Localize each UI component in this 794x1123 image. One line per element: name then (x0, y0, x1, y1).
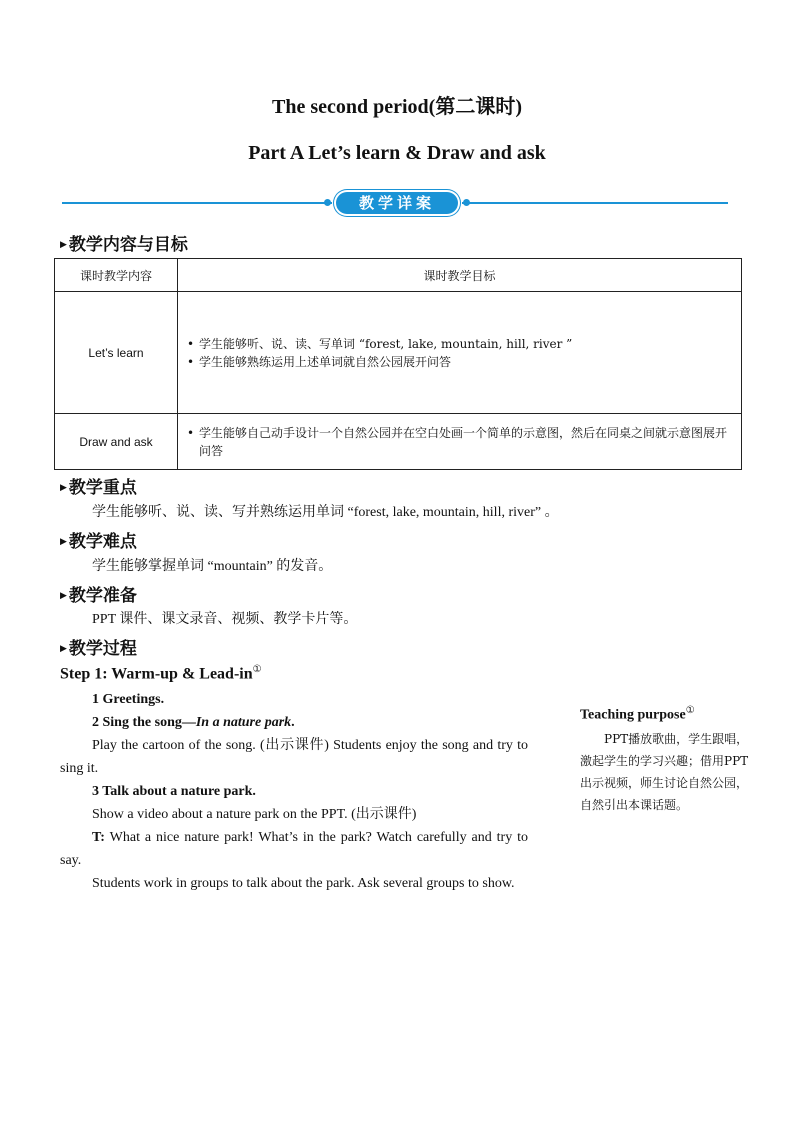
table-header-row (55, 259, 742, 292)
step-paragraph: Play the cartoon of the song. (出示课件) Students enjoy the song and try to sing it. (60, 738, 528, 776)
step-heading: Step 1: Warm-up & Lead-in① (60, 664, 262, 683)
goal-item: • 学生能够自己动手设计一个自然公园并在空白处画一个简单的示意图，然后在同桌之间就示意图展开问答 (187, 424, 732, 460)
key-points-text: 学生能够听、说、读、写并熟练运用单词 “forest, lake, mountain, hill, river” 。 (92, 505, 559, 520)
page-title: The second period(第二课时) (272, 96, 522, 118)
goal-item: • 学生能够熟练运用上述单词就自然公园展开问答 (187, 353, 740, 371)
footnote-marker: ① (252, 664, 262, 675)
goal-item: • 学生能够听、说、读、写单词 “forest, lake, mountain, hill, river ” (187, 335, 740, 353)
table-header-content: 课时教学内容 (55, 259, 178, 292)
section-heading-preparation: ▶ 教学准备 (60, 586, 137, 606)
step-paragraph-teacher: T: What a nice nature park! What’s in the park? Watch carefully and try to say. (60, 830, 528, 868)
song-name: In a nature park (195, 715, 292, 730)
difficulties-text: 学生能够掌握单词 “mountain” 的发音。 (92, 559, 333, 574)
banner-label: 教学详案 (358, 194, 435, 212)
table-row (55, 292, 742, 414)
step-body (60, 688, 528, 895)
table-cell-goals (178, 414, 742, 470)
step-item-sing: 2 Sing the song—In a nature park. (92, 715, 295, 730)
teaching-purpose-text: PPT播放歌曲，学生跟唱，激起学生的学习兴趣；借用PPT出示视频，师生讨论自然公园，自然引出本课话题。 (580, 731, 749, 812)
objectives-table (54, 258, 742, 470)
table-row (55, 414, 742, 470)
banner-line-left (62, 202, 332, 204)
section-banner (328, 190, 466, 216)
step-item-greetings: 1 Greetings. (92, 692, 165, 707)
teacher-label: T: (92, 830, 105, 845)
triangle-bullet-icon: ▶ (60, 644, 67, 654)
table-cell-content: Draw and ask (55, 414, 178, 470)
section-heading-difficulties: ▶ 教学难点 (60, 532, 137, 552)
preparation-text: PPT 课件、课文录音、视频、教学卡片等。 (92, 612, 358, 627)
step-paragraph: Students work in groups to talk about the park. Ask several groups to show. (92, 876, 515, 891)
section-heading-key-points: ▶ 教学重点 (60, 478, 137, 498)
page-subtitle: Part A Let’s learn & Draw and ask (248, 142, 546, 164)
triangle-bullet-icon: ▶ (60, 240, 67, 250)
triangle-bullet-icon: ▶ (60, 483, 67, 493)
teaching-purpose-title: Teaching purpose① (580, 705, 695, 723)
footnote-marker: ① (685, 705, 695, 716)
teaching-purpose-note (580, 705, 750, 816)
table-cell-goals (178, 292, 742, 414)
step-paragraph: Show a video about a nature park on the PPT. (出示课件) (92, 807, 417, 822)
section-heading-content-goals: ▶ 教学内容与目标 (60, 235, 188, 255)
banner-line-right (462, 202, 728, 204)
triangle-bullet-icon: ▶ (60, 591, 67, 601)
table-cell-content: Let’s learn (55, 292, 178, 414)
triangle-bullet-icon: ▶ (60, 537, 67, 547)
section-heading-process: ▶ 教学过程 (60, 639, 137, 659)
step-item-talk: 3 Talk about a nature park. (92, 784, 256, 799)
table-header-goals: 课时教学目标 (178, 259, 742, 292)
